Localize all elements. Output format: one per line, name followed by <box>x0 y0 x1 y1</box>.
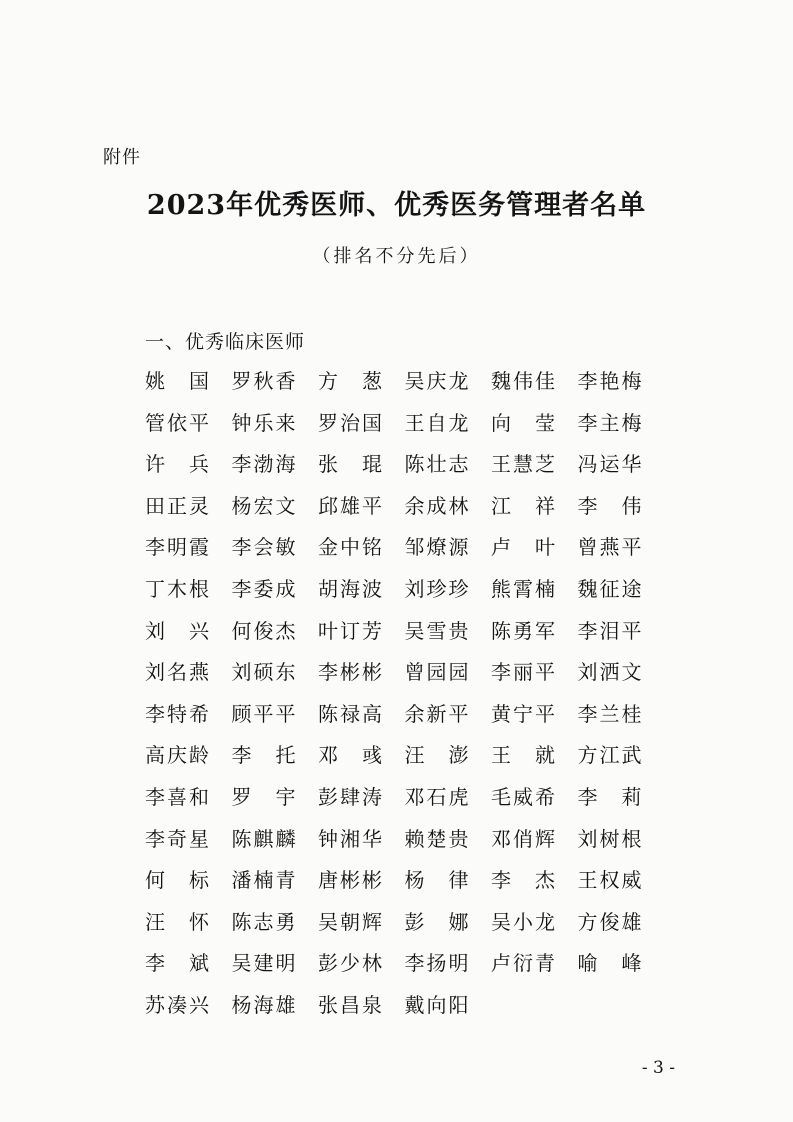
name-entry: 吴 小 龙 <box>491 909 555 934</box>
name-entry: 刘 珍 珍 <box>404 577 469 601</box>
name-entry: 胡 海 波 <box>318 577 382 601</box>
name-entry: 刘 名 燕 <box>145 660 209 685</box>
name-entry: 邱 雄 平 <box>318 493 382 518</box>
name-entry: 向 莹 <box>491 410 555 435</box>
name-entry: 杨 海 雄 <box>231 993 296 1017</box>
name-entry: 李 喜 和 <box>145 785 209 809</box>
name-entry: 卢 叶 <box>491 535 555 560</box>
name-entry: 刘 树 根 <box>577 826 642 851</box>
name-entry: 管 依 平 <box>145 410 209 435</box>
section-heading: 一、优秀临床医师 <box>145 331 306 353</box>
name-entry: 李 明 霞 <box>145 535 209 560</box>
page-subtitle: （排名不分先后） <box>312 246 481 267</box>
name-entry: 喻 峰 <box>577 951 642 976</box>
name-entry: 邹 燎 源 <box>404 535 469 560</box>
name-entry: 李 杰 <box>491 868 555 893</box>
name-entry: 冯 运 华 <box>577 452 642 477</box>
attachment-label: 附件 <box>103 147 141 168</box>
name-entry: 王 慧 芝 <box>491 452 555 477</box>
name-entry: 方 江 武 <box>577 743 642 768</box>
name-entry: 姚 国 <box>145 369 209 393</box>
name-entry: 刘 硕 东 <box>231 660 296 685</box>
name-entry: 刘 洒 文 <box>577 660 642 685</box>
name-entry: 吴 庆 龙 <box>404 369 469 393</box>
name-entry: 李 奇 星 <box>145 826 209 851</box>
name-entry: 何 标 <box>145 868 209 893</box>
name-entry: 陈 麒 麟 <box>231 826 296 851</box>
page-title: 2023年优秀医师、优秀医务管理者名单 <box>146 190 647 221</box>
name-entry: 罗 秋 香 <box>231 369 296 393</box>
name-entry: 许 兵 <box>145 452 209 477</box>
name-entry: 田 正 灵 <box>145 493 209 518</box>
name-entry: 邓 俏 辉 <box>491 826 555 851</box>
name-entry: 彭 少 林 <box>318 951 382 976</box>
name-entry: 高 庆 龄 <box>145 743 209 768</box>
name-entry: 张 昌 泉 <box>318 993 382 1017</box>
name-entry: 李 丽 平 <box>491 660 555 685</box>
name-entry: 李 会 敏 <box>231 535 296 560</box>
name-entry: 唐 彬 彬 <box>318 868 382 893</box>
name-entry: 吴 建 明 <box>231 951 296 976</box>
name-entry: 吴 朝 辉 <box>318 909 382 934</box>
name-entry: 李 主 梅 <box>577 410 642 435</box>
name-entry: 李 扬 明 <box>404 951 469 976</box>
name-entry: 卢 衍 青 <box>491 951 555 976</box>
name-entry: 魏 伟 佳 <box>491 369 555 393</box>
name-entry: 李 特 希 <box>145 701 209 726</box>
name-entry: 吴 雪 贵 <box>404 618 469 643</box>
name-entry: 李 渤 海 <box>231 452 296 477</box>
page-number: - 3 - <box>641 1058 675 1078</box>
name-entry: 李 委 成 <box>231 577 296 601</box>
name-entry: 黄 宁 平 <box>491 701 555 726</box>
name-entry: 李 艳 梅 <box>577 369 642 393</box>
name-entry: 潘 楠 青 <box>231 868 296 893</box>
name-entry: 李 伟 <box>577 493 642 518</box>
name-entry: 彭 娜 <box>404 909 469 934</box>
name-entry: 李 兰 桂 <box>577 701 642 726</box>
name-entry: 曾 园 园 <box>404 660 469 685</box>
name-entry: 汪 怀 <box>145 909 209 934</box>
name-entry: 王 权 威 <box>577 868 642 893</box>
name-entry: 杨 宏 文 <box>231 493 296 518</box>
name-entry: 王 就 <box>491 743 555 768</box>
name-entry: 钟 湘 华 <box>318 826 382 851</box>
name-entry: 魏 征 途 <box>577 577 642 601</box>
name-entry: 罗 宇 <box>231 785 296 809</box>
name-entry: 余 成 林 <box>404 493 469 518</box>
name-entry: 陈 志 勇 <box>231 909 296 934</box>
name-entry: 罗 治 国 <box>318 410 382 435</box>
name-entry: 方 俊 雄 <box>577 909 642 934</box>
name-entry: 汪 澎 <box>404 743 469 768</box>
name-entry: 邓 彧 <box>318 743 382 768</box>
name-entry: 何 俊 杰 <box>231 618 296 643</box>
name-entry: 王 自 龙 <box>404 410 469 435</box>
name-entry: 李 泪 平 <box>577 618 642 643</box>
name-entry: 曾 燕 平 <box>577 535 642 560</box>
name-entry: 陈 勇 军 <box>491 618 555 643</box>
name-entry: 陈 禄 高 <box>318 701 382 726</box>
name-entry: 毛 威 希 <box>491 785 555 809</box>
name-entry: 戴 向 阳 <box>404 993 469 1017</box>
name-entry: 金 中 铭 <box>318 535 382 560</box>
name-entry: 刘 兴 <box>145 618 209 643</box>
name-entry: 李 斌 <box>145 951 209 976</box>
name-entry: 方 葱 <box>318 369 382 393</box>
name-entry: 杨 律 <box>404 868 469 893</box>
name-entry: 江 祥 <box>491 493 555 518</box>
name-entry: 钟 乐 来 <box>231 410 296 435</box>
name-entry: 丁 木 根 <box>145 577 209 601</box>
name-entry: 李 莉 <box>577 785 642 809</box>
name-entry: 邓 石 虎 <box>404 785 469 809</box>
name-entry: 张 琨 <box>318 452 382 477</box>
name-entry: 熊 霄 楠 <box>491 577 555 601</box>
name-entry: 余 新 平 <box>404 701 469 726</box>
name-entry: 彭 肆 涛 <box>318 785 382 809</box>
name-entry: 顾 平 平 <box>231 701 296 726</box>
name-entry: 赖 楚 贵 <box>404 826 469 851</box>
name-entry: 李 彬 彬 <box>318 660 382 685</box>
name-entry: 苏 凑 兴 <box>145 993 209 1017</box>
name-entry: 陈 壮 志 <box>404 452 469 477</box>
name-entry: 叶 订 芳 <box>318 618 382 643</box>
name-entry: 李 托 <box>231 743 296 768</box>
